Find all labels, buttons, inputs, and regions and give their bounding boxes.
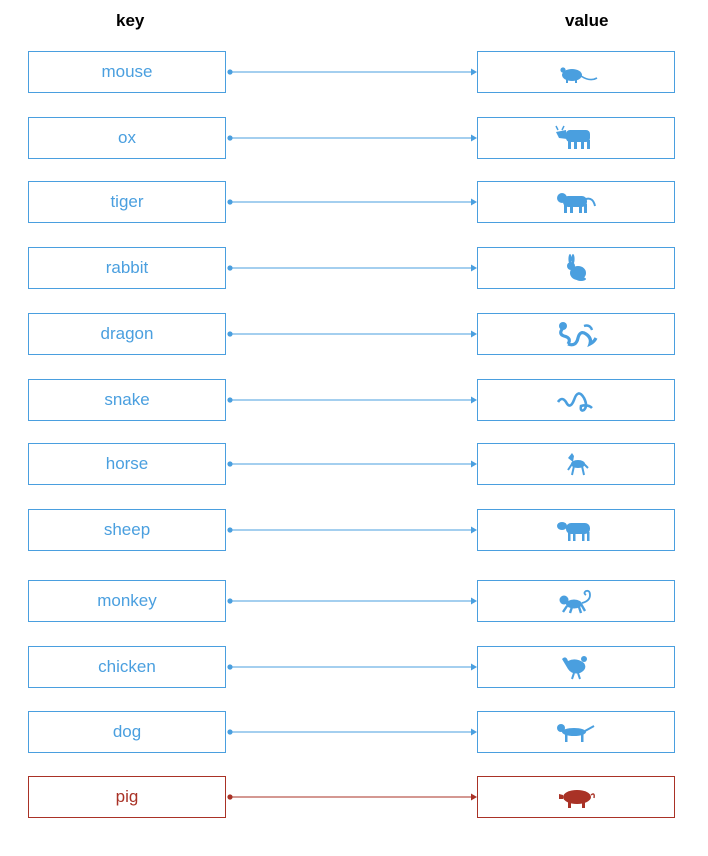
entry-row-dragon bbox=[0, 313, 708, 357]
chicken-icon bbox=[554, 653, 598, 681]
key-label: monkey bbox=[97, 591, 157, 610]
value-box bbox=[477, 51, 675, 93]
key-column-header: key bbox=[116, 11, 145, 30]
entry-row-mouse bbox=[0, 51, 708, 95]
value-box bbox=[477, 776, 675, 818]
value-box bbox=[477, 443, 675, 485]
key-box bbox=[28, 776, 226, 818]
key-label: tiger bbox=[110, 192, 144, 211]
entry-row-chicken bbox=[0, 646, 708, 690]
entry-row-pig bbox=[0, 776, 708, 820]
entry-row-monkey bbox=[0, 580, 708, 624]
key-box bbox=[28, 51, 226, 93]
dragon-icon bbox=[554, 320, 598, 348]
entry-row-tiger bbox=[0, 181, 708, 225]
arrow-connector bbox=[226, 247, 477, 289]
key-label: snake bbox=[104, 390, 150, 409]
key-label: ox bbox=[118, 128, 136, 147]
arrow-connector bbox=[226, 51, 477, 93]
ox-icon bbox=[554, 124, 598, 152]
value-box bbox=[477, 247, 675, 289]
pig-icon bbox=[554, 783, 598, 811]
value-box bbox=[477, 509, 675, 551]
key-box bbox=[28, 247, 226, 289]
dog-icon bbox=[554, 718, 598, 746]
arrow-connector bbox=[226, 580, 477, 622]
entry-row-ox bbox=[0, 117, 708, 161]
mouse-icon bbox=[554, 58, 598, 86]
arrow-connector bbox=[226, 313, 477, 355]
key-box bbox=[28, 443, 226, 485]
key-label: rabbit bbox=[105, 258, 149, 277]
monkey-icon bbox=[554, 587, 598, 615]
arrow-connector bbox=[226, 711, 477, 753]
snake-icon bbox=[554, 386, 598, 414]
key-box bbox=[28, 580, 226, 622]
key-label: dragon bbox=[100, 324, 154, 343]
entry-row-dog bbox=[0, 711, 708, 755]
key-box bbox=[28, 181, 226, 223]
value-box bbox=[477, 646, 675, 688]
value-box bbox=[477, 379, 675, 421]
entry-row-snake bbox=[0, 379, 708, 423]
key-box bbox=[28, 379, 226, 421]
arrow-connector bbox=[226, 181, 477, 223]
key-box bbox=[28, 646, 226, 688]
rabbit-icon bbox=[554, 254, 598, 282]
entry-row-rabbit bbox=[0, 247, 708, 291]
key-label: mouse bbox=[101, 62, 153, 81]
key-label: sheep bbox=[103, 520, 151, 539]
arrow-connector bbox=[226, 776, 477, 818]
key-label: horse bbox=[105, 454, 149, 473]
arrow-connector bbox=[226, 117, 477, 159]
key-label: dog bbox=[112, 722, 142, 741]
entry-row-sheep bbox=[0, 509, 708, 553]
arrow-connector bbox=[226, 646, 477, 688]
key-box bbox=[28, 509, 226, 551]
value-box bbox=[477, 181, 675, 223]
arrow-connector bbox=[226, 443, 477, 485]
horse-icon bbox=[554, 450, 598, 478]
arrow-connector bbox=[226, 509, 477, 551]
entry-row-horse bbox=[0, 443, 708, 487]
tiger-icon bbox=[554, 188, 598, 216]
key-box bbox=[28, 117, 226, 159]
key-label: chicken bbox=[98, 657, 156, 676]
arrow-connector bbox=[226, 379, 477, 421]
key-box bbox=[28, 313, 226, 355]
key-label: pig bbox=[115, 787, 139, 806]
value-box bbox=[477, 117, 675, 159]
key-box bbox=[28, 711, 226, 753]
sheep-icon bbox=[554, 516, 598, 544]
value-box bbox=[477, 313, 675, 355]
value-box bbox=[477, 711, 675, 753]
value-box bbox=[477, 580, 675, 622]
value-column-header: value bbox=[565, 11, 609, 30]
